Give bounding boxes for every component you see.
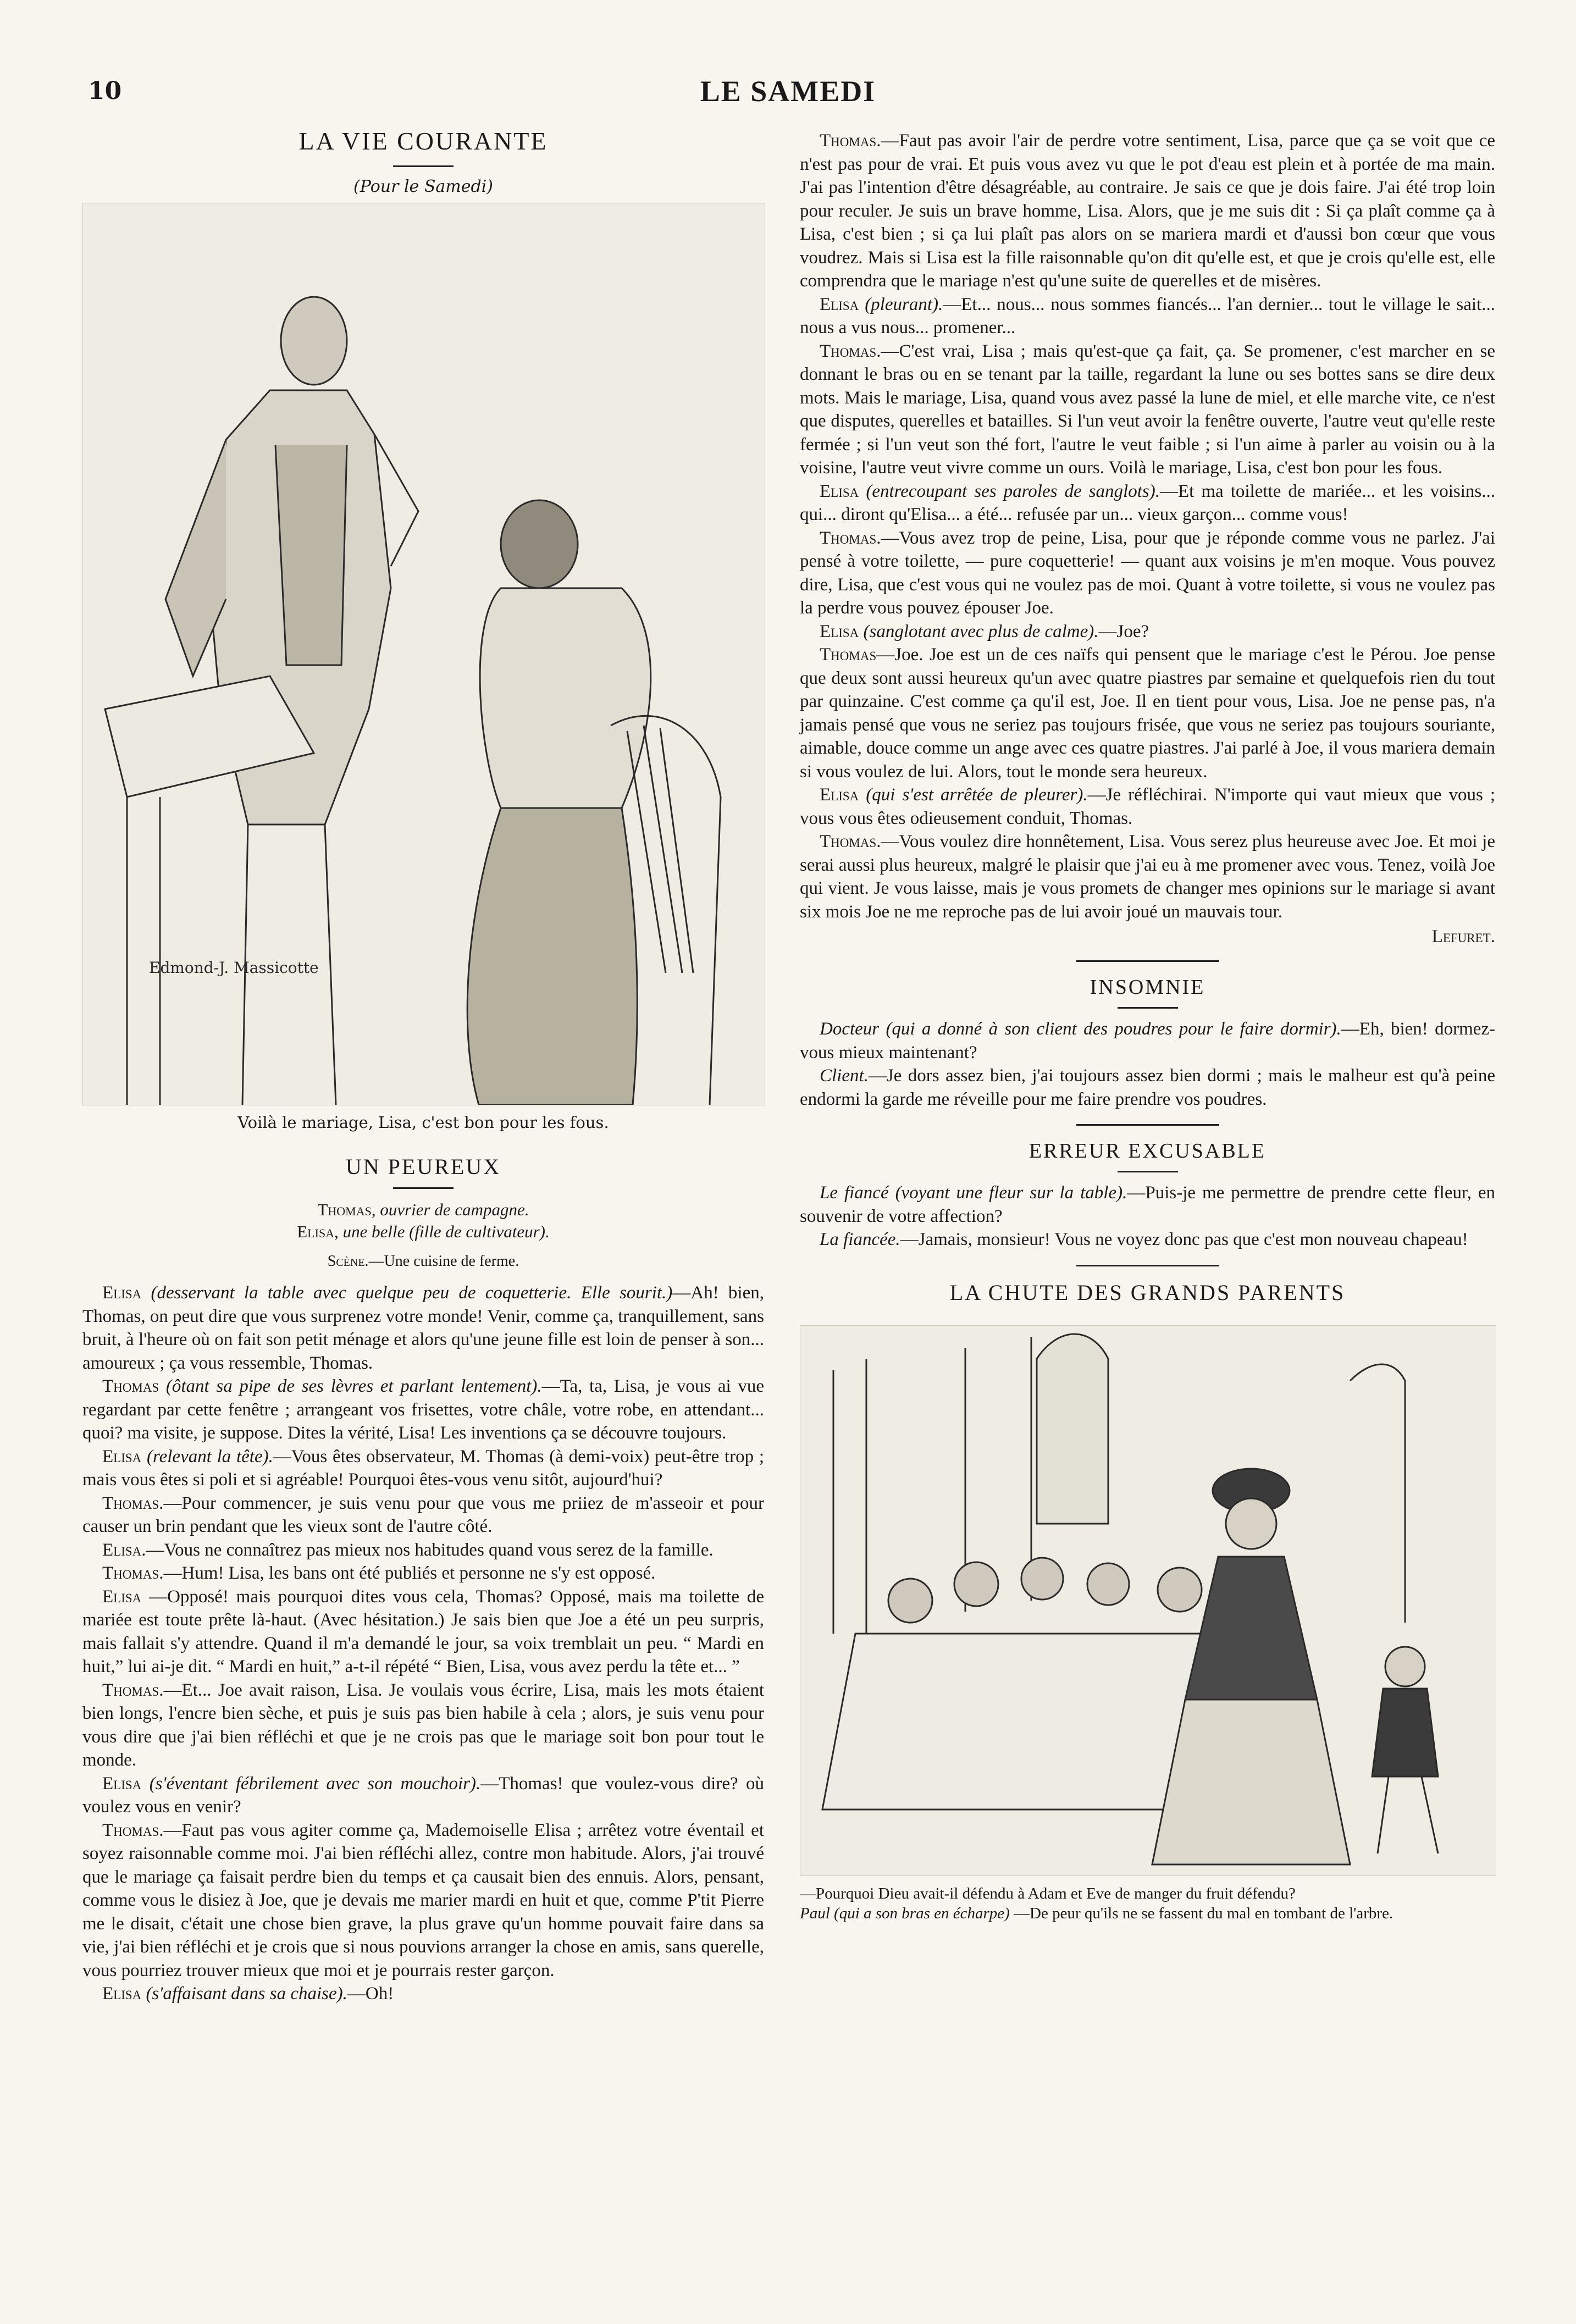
dialogue-line [800,643,1495,783]
stage-direction: (s'éventant fébrilement avec son mouchoir). [149,1773,481,1794]
divider [1118,1171,1178,1172]
speaker: Thomas [102,1376,159,1396]
dialogue-line [82,1585,764,1679]
dialogue-line [82,1375,764,1445]
scene-text: —Une cuisine de ferme. [368,1253,519,1270]
left-column [82,126,764,2006]
divider [393,1187,454,1189]
divider [1076,960,1219,962]
right-column [800,129,1495,1923]
line-text: —Et... nous... nous sommes fiancés... l'an dernier... tout le village le sait... nous a vus nous... promener... [800,294,1495,337]
cast-thomas [82,1199,764,1221]
line-text: —Eh, bien! dormez-vous mieux maintenant? [800,1019,1496,1063]
illustration-caption-answer [800,1904,1495,1923]
stage-direction: (qui a son bras en écharpe) [834,1904,1010,1922]
speaker: Elisa [102,1586,142,1607]
cast-role: une belle (fille de cultivateur). [342,1222,550,1241]
speaker: Elisa [102,1984,142,2004]
stage-direction: (ôtant sa pipe de ses lèvres et parlant lentement). [165,1376,542,1396]
dialogue-line [800,1064,1495,1111]
speaker: Client. [820,1066,869,1086]
play-title: UN PEUREUX [345,1154,501,1179]
cast-name: Elisa, [297,1222,339,1241]
line-text: —Thomas! que voulez-vous dire? où voulez vous en venir? [82,1773,765,1817]
dialogue-line [82,1679,764,1772]
line-text: —Vous êtes observateur, M. Thomas (à demi-voix) peut-être trop ; mais vous êtes si poli et si agréable! Pourquoi êtes-vous venu sitôt, aujourd'hui? [82,1446,765,1490]
insomnie-title: INSOMNIE [1090,976,1205,999]
line-text: —De peur qu'ils ne se fassent du mal en tombant de l'arbre. [1014,1904,1393,1922]
vie-courante-title: LA VIE COURANTE [298,127,548,155]
dialogue-line [800,129,1495,293]
dialogue-line [800,620,1495,644]
dialogue-line [82,1539,764,1562]
speaker: Thomas. [820,341,881,361]
speaker: Thomas. [102,1493,164,1513]
cast-name: Thomas, [317,1200,376,1219]
dialogue-line [82,1445,764,1492]
line-text: —Pour commencer, je suis venu pour que vous me priiez de m'asseoir et pour causer un brin pendant que les vieux sont de l'autre côté. [82,1493,764,1536]
line-text: —Ta, ta, Lisa, je vous ai vue regardant par cette fenêtre ; arrangeant vos frisettes, votre châle, votre robe, en attendant... quoi? ma visite, je suppose. Dites la vérité, Lisa! Les inventions ça se découvre toujours. [82,1376,764,1443]
illustration-caption: Voilà le mariage, Lisa, c'est bon pour les fous. [237,1113,609,1132]
erreur-title: ERREUR EXCUSABLE [1028,1139,1267,1163]
journal-title: LE SAMEDI [700,75,876,108]
speaker: Elisa [820,785,859,805]
dialogue-line [82,1982,764,2006]
speaker: Elisa [102,1446,142,1467]
stage-direction: (s'affaisant dans sa chaise). [146,1984,347,2004]
line-text: —Hum! Lisa, les bans ont été publiés et personne ne s'y est opposé. [163,1563,656,1583]
speaker: Elisa [102,1773,142,1794]
line-text: —Opposé! mais pourquoi dites vous cela, Thomas? Opposé, mais ma toilette de mariée est toute prête là-haut. (Avec hésitation.) Je sais bien que Joe a été un peu surpris, mais fallait s'y attendre. Quand il m'a demandé le jour, sa voix tremblait un peu. “ Mardi en huit,” lui ai-je dit. “ Mardi en huit,” a-t-il répété “ Bien, Lisa, vous avez perdu la tête et... ” [82,1586,764,1676]
line-text: —Puis-je me permettre de prendre cette fleur, en souvenir de votre affection? [800,1183,1495,1226]
speaker: Paul [800,1904,830,1922]
play-dialogue-right [800,129,1495,923]
dialogue-line [800,293,1495,340]
chute-title: LA CHUTE DES GRANDS PARENTS [949,1280,1346,1305]
line-text: —Vous avez trop de peine, Lisa, pour que je réponde comme vous ne parlez. J'ai pensé à votre toilette, — pure coquetterie! — quant aux voisins je m'en moque. Vous pouvez dire, Lisa, que c'est vous qui ne voulez pas de moi. Quant à votre toilette, si vous ne voulez pas la perdre vous pouvez épouser Joe. [800,528,1495,618]
speaker: Elisa. [102,1540,146,1560]
scene-direction [82,1250,764,1272]
line-text: —Oh! [347,1984,394,2004]
dialogue-line [82,1492,764,1539]
line-text: —Vous voulez dire honnêtement, Lisa. Vous serez plus heureuse avec Joe. Et moi je serai aussi plus heureux, malgré le plaisir que j'ai eu à me promener avec vous. Tenez, voilà Joe qui vient. Je vous laisse, mais je vous promets de changer mes opinions sur le mariage si avant six mois Joe ne me reproche pas de lui avoir joué un mauvais tour. [800,832,1495,922]
illustration-caption-question: —Pourquoi Dieu avait-il défendu à Adam et Eve de manger du fruit défendu? [800,1884,1296,1902]
divider [1118,1007,1178,1009]
line-text: —Je réfléchirai. N'importe qui vaut mieux que vous ; vous vous êtes odieusement conduit, Thomas. [800,785,1495,828]
dialogue-line [800,1181,1495,1228]
line-text: —Ah! bien, Thomas, on peut dire que vous surprenez votre monde! Venir, comme ça, tranquillement, sans bruit, à l'heure où on fait son petit ménage et alors qu'une jeune fille est loin de penser à son... amoureux ; ça vous ressemble, Thomas. [82,1283,764,1373]
dialogue-line [82,1562,764,1585]
stage-direction: (qui a donné à son client des poudres pour le faire dormir). [886,1019,1341,1039]
speaker: Elisa [820,294,859,314]
artist-signature: Edmond-J. Massicotte [149,959,319,977]
stage-direction: (pleurant). [865,294,943,314]
cast-role: ouvrier de campagne. [380,1200,529,1219]
engraving-drawing [800,1326,1496,1875]
line-text: —Joe. Joe est un de ces naïfs qui pensent que le mariage c'est le Pérou. Joe pense que deux sont aussi heureux qu'un avec quatre piastres par semaine et quelquefois rien du tout par quinzaine. C'est comme ça qu'il est, Joe. Il en tient pour vous, Lisa. Joe ne pense pas, n'a jamais pensé que vous ne seriez pas toujours frisée, que vous ne seriez pas toujours souriante, aimable, douce comme un ange avec ces quatre piastres. J'ai parlé à Joe, il vous mariera demain si vous voulez de lui. Alors, tout le monde sera heureux. [800,645,1495,782]
divider [1076,1265,1219,1266]
cast-elisa [82,1221,764,1243]
line-text: —Et... Joe avait raison, Lisa. Je voulais vous écrire, Lisa, mais les mots étaient bien longs, l'encre bien sèche, et puis je suis pas bien habile à cela ; alors, je suis venu pour vous dire que j'ai bien réfléchi et que je ne crois pas que le mariage soit bon pour tout le monde. [82,1680,764,1770]
speaker: Thomas. [102,1820,164,1840]
dialogue-line [82,1281,764,1375]
dialogue-line [800,783,1495,830]
line-text: —Joe? [1098,621,1149,641]
stage-direction: (desservant la table avec quelque peu de coquetterie. Elle sourit.) [151,1283,673,1303]
dialogue-line [82,1772,764,1819]
speaker: Thomas. [102,1680,164,1700]
stage-direction: (sanglotant avec plus de calme). [863,621,1099,641]
page-number: 10 [88,77,122,105]
scene-label: Scène. [327,1253,369,1270]
dialogue-line [800,527,1495,620]
dialogue-line [800,1017,1495,1064]
speaker: Elisa [820,621,859,641]
stage-direction: (voyant une fleur sur la table). [895,1183,1127,1203]
speaker: Docteur [820,1019,880,1039]
speaker: Thomas. [102,1563,164,1583]
stage-direction: (relevant la tête). [147,1446,273,1467]
speaker: Elisa [102,1283,142,1303]
line-text: —Je dors assez bien, j'ai toujours assez bien dormi ; mais le malheur est qu'à peine endormi la garde me réveille pour me faire prendre vos poudres. [800,1066,1495,1109]
line-text: —Faut pas vous agiter comme ça, Mademoiselle Elisa ; arrêtez votre éventail et soyez raisonnable comme moi. J'ai bien réfléchi allez, contre mon habitude. Alors, j'ai trouvé que le mariage ça faisait perdre bien du temps et ça causait bien des ennuis. Alors, pensant, comme vous le disiez à Joe, que je devais me marier mardi en huit et que, comme P'tit Pierre me le disait, c'était une chose bien grave, la plus grave qu'un homme pouvait faire dans sa vie, j'ai bien réfléchi et je crois que si nous pouvions arranger la chose en amis, sans querelle, vous pourriez trouver mieux que moi et je pourrais rester garçon. [82,1820,764,1980]
play-dialogue-left [82,1281,764,2006]
speaker: Le fiancé [820,1183,889,1203]
illustration-thomas-lisa [82,203,765,1105]
dialogue-line [800,340,1495,480]
author-signature: Lefuret. [1431,927,1495,947]
speaker: Thomas. [820,131,881,151]
divider [1076,1124,1219,1126]
speaker: Thomas. [820,832,881,851]
divider [393,165,454,167]
line-text: —C'est vrai, Lisa ; mais qu'est-que ça fait, ça. Se promener, c'est marcher en se donnant le bras ou en se tenant par la taille, regardant la lune ou ses bottes sans se dire deux mots. Mais le mariage, Lisa, quand vous avez passé la lune de miel, et elle marche vite, ce n'est que disputes, querelles et batailles. Si l'un veut avoir la fenêtre ouverte, l'autre veut qu'elle reste fermée ; si l'un veut son thé fort, l'autre le veut faible ; si l'un aime à parler au voisin ou à la voisine, l'autre veut vivre comme un ours. Voilà le mariage, Lisa, c'est bon pour les fous. [800,341,1495,478]
illustration-family-table [800,1325,1496,1876]
line-text: —Faut pas avoir l'air de perdre votre sentiment, Lisa, parce que ça se voit que ce n'est pas pour de vrai. Et puis vous avez vu que le pot d'eau est plein et à portée de ma main. J'ai pas l'intention d'être désagréable, au contraire. Je sais ce que je dois faire. J'ai été trop loin pour reculer. Je suis un brave homme, Lisa. Alors, que je me suis dit : Si ça plaît comme ça à Lisa, c'est bien ; si ça lui plaît pas alors on se mariera mardi et d'aussi bon cœur que vous voudrez. Mais si Lisa est la fille raisonnable qu'on dit qu'elle est, et que je crois qu'elle est, elle comprendra que le mariage n'est qu'une suite de querelles et de misères. [800,131,1495,291]
dialogue-line [800,480,1495,527]
dialogue-line [800,1228,1495,1252]
line-text: —Vous ne connaîtrez pas mieux nos habitudes quand vous serez de la famille. [146,1540,714,1560]
speaker: Thomas. [820,528,881,548]
engraving-drawing [83,203,765,1105]
stage-direction: (qui s'est arrêtée de pleurer). [866,785,1088,805]
speaker: La fiancée. [820,1230,900,1249]
speaker: Elisa [820,481,859,501]
stage-direction: (entrecoupant ses paroles de sanglots). [866,481,1160,501]
line-text: —Jamais, monsieur! Vous ne voyez donc pas que c'est mon nouveau chapeau! [900,1230,1468,1249]
dialogue-line [800,830,1495,923]
line-text: —Et ma toilette de mariée... et les voisins... qui... diront qu'Elisa... a été... refusée par un... vieux garçon... comme vous! [800,481,1496,524]
speaker: Thomas [820,645,877,665]
dialogue-line [82,1819,764,1983]
byline: (Pour le Samedi) [353,177,493,196]
